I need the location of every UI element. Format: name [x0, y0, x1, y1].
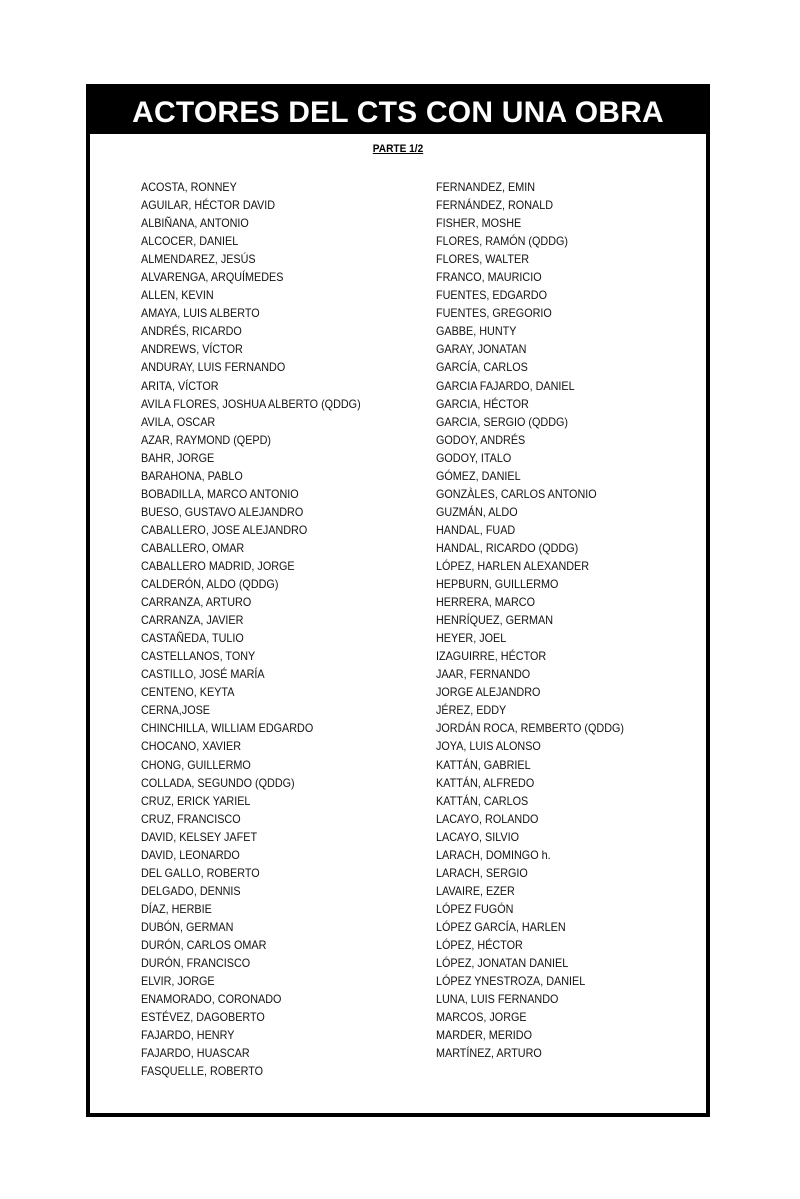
list-item: MARCOS, JORGE [436, 1010, 527, 1025]
list-item: CASTAÑEDA, TULIO [141, 631, 244, 646]
list-item: GARCIA FAJARDO, DANIEL [436, 378, 575, 393]
list-item: LARACH, DOMINGO h. [436, 847, 551, 862]
list-item: CERNA,JOSE [141, 703, 211, 718]
list-item: BARAHONA, PABLO [141, 468, 243, 483]
list-item: DURÓN, CARLOS OMAR [141, 937, 267, 952]
list-item: GUZMÁN, ALDO [436, 504, 518, 519]
list-item: BUESO, GUSTAVO ALEJANDRO [141, 504, 304, 519]
list-item: FUENTES, GREGORIO [436, 306, 552, 321]
list-item: ANDREWS, VÍCTOR [141, 342, 243, 357]
list-item: AVILA, OSCAR [141, 414, 216, 429]
list-item: JORGE ALEJANDRO [436, 685, 541, 700]
list-item: AMAYA, LUIS ALBERTO [141, 306, 260, 321]
list-item: HERRERA, MARCO [436, 595, 536, 610]
list-item: CENTENO, KEYTA [141, 685, 235, 700]
list-item: HANDAL, FUAD [436, 522, 516, 537]
list-item: JORDÁN ROCA, REMBERTO (QDDG) [436, 721, 625, 736]
list-item: CABALLERO MADRID, JORGE [141, 558, 295, 573]
name-list-right [436, 178, 645, 1062]
list-item: HEYER, JOEL [436, 631, 507, 646]
list-item: ELVIR, JORGE [141, 974, 215, 989]
list-item: ESTÉVEZ, DAGOBERTO [141, 1010, 265, 1025]
list-item: MARTÍNEZ, ARTURO [436, 1046, 542, 1061]
list-item: FISHER, MOSHE [436, 216, 522, 231]
list-item: ARITA, VÍCTOR [141, 378, 219, 393]
list-item: DAVID, KELSEY JAFET [141, 829, 258, 844]
list-item: FRANCO, MAURICIO [436, 270, 542, 285]
list-item: FERNÁNDEZ, RONALD [436, 198, 554, 213]
list-item: JAAR, FERNANDO [436, 667, 531, 682]
list-item: ENAMORADO, CORONADO [141, 992, 282, 1007]
list-item: CABALLERO, OMAR [141, 540, 245, 555]
list-item: CARRANZA, ARTURO [141, 595, 252, 610]
list-item: LACAYO, ROLANDO [436, 811, 539, 826]
section-subtitle: PARTE 1/2 [372, 143, 424, 155]
list-item: LÓPEZ FUGÓN [436, 901, 514, 916]
list-item: BAHR, JORGE [141, 450, 215, 465]
list-item: ALBIÑANA, ANTONIO [141, 216, 249, 231]
list-item: CHINCHILLA, WILLIAM EDGARDO [141, 721, 314, 736]
list-item: ANDURAY, LUIS FERNANDO [141, 360, 286, 375]
list-item: ALMENDAREZ, JESÚS [141, 252, 256, 267]
list-item: HENRÍQUEZ, GERMAN [436, 613, 554, 628]
list-item: AVILA FLORES, JOSHUA ALBERTO (QDDG) [141, 396, 361, 411]
list-item: JOYA, LUIS ALONSO [436, 739, 541, 754]
list-item: GARAY, JONATAN [436, 342, 527, 357]
list-item: CRUZ, FRANCISCO [141, 811, 241, 826]
page-title: ACTORES DEL CTS CON UNA OBRA [90, 88, 706, 134]
name-list-left [141, 178, 385, 1080]
list-item: BOBADILLA, MARCO ANTONIO [141, 486, 299, 501]
list-item: ALVARENGA, ARQUÍMEDES [141, 270, 284, 285]
list-item: FLORES, WALTER [436, 252, 530, 267]
list-item: ALCOCER, DANIEL [141, 234, 239, 249]
list-item: CHOCANO, XAVIER [141, 739, 242, 754]
list-item: FERNANDEZ, EMIN [436, 180, 536, 194]
list-item: LACAYO, SILVIO [436, 829, 520, 844]
list-item: LÓPEZ, HÉCTOR [436, 937, 523, 952]
list-item: MARDER, MERIDO [436, 1028, 533, 1043]
list-item: CARRANZA, JAVIER [141, 613, 244, 628]
list-item: FAJARDO, HUASCAR [141, 1046, 250, 1061]
list-item: DUBÓN, GERMAN [141, 919, 234, 934]
list-item: GODOY, ANDRÉS [436, 432, 526, 447]
list-item: FLORES, RAMÓN (QDDG) [436, 234, 569, 249]
list-item: DAVID, LEONARDO [141, 847, 240, 862]
list-item: GODOY, ITALO [436, 450, 512, 465]
list-item: GARCÍA, CARLOS [436, 360, 528, 375]
list-item: JÉREZ, EDDY [436, 703, 507, 718]
list-item: LÓPEZ, HARLEN ALEXANDER [436, 558, 590, 573]
list-item: KATTÁN, GABRIEL [436, 757, 531, 772]
list-item: CASTELLANOS, TONY [141, 649, 256, 664]
list-item: KATTÁN, ALFREDO [436, 775, 535, 790]
list-item: FUENTES, EDGARDO [436, 288, 548, 303]
list-item: CABALLERO, JOSE ALEJANDRO [141, 522, 308, 537]
list-item: ALLEN, KEVIN [141, 288, 214, 303]
list-item: LARACH, SERGIO [436, 865, 528, 880]
list-item: FAJARDO, HENRY [141, 1028, 235, 1043]
list-item: DEL GALLO, ROBERTO [141, 865, 260, 880]
list-item: HEPBURN, GUILLERMO [436, 577, 559, 592]
list-item: ANDRÉS, RICARDO [141, 324, 242, 339]
list-item: HANDAL, RICARDO (QDDG) [436, 540, 579, 555]
list-item: COLLADA, SEGUNDO (QDDG) [141, 775, 295, 790]
list-item: CASTILLO, JOSÉ MARÍA [141, 667, 265, 682]
list-item: CHONG, GUILLERMO [141, 757, 251, 772]
list-item: GARCIA, HÉCTOR [436, 396, 529, 411]
list-item: FASQUELLE, ROBERTO [141, 1064, 264, 1079]
list-item: GONZÀLES, CARLOS ANTONIO [436, 486, 597, 501]
list-item: LÓPEZ GARCÍA, HARLEN [436, 919, 566, 934]
list-item: LUNA, LUIS FERNANDO [436, 992, 559, 1007]
list-item: CRUZ, ERICK YARIEL [141, 793, 251, 808]
list-item: AGUILAR, HÉCTOR DAVID [141, 198, 276, 213]
list-item: GÓMEZ, DANIEL [436, 468, 521, 483]
list-item: GABBE, HUNTY [436, 324, 517, 339]
list-item: LÓPEZ YNESTROZA, DANIEL [436, 974, 586, 989]
list-item: GARCIA, SERGIO (QDDG) [436, 414, 569, 429]
list-item: CALDERÓN, ALDO (QDDG) [141, 577, 279, 592]
list-item: ACOSTA, RONNEY [141, 180, 237, 194]
list-item: DELGADO, DENNIS [141, 883, 241, 898]
list-item: LAVAIRE, EZER [436, 883, 515, 898]
list-item: KATTÁN, CARLOS [436, 793, 529, 808]
list-item: DÍAZ, HERBIE [141, 901, 212, 916]
list-item: AZAR, RAYMOND (QEPD) [141, 432, 272, 447]
page-frame [86, 84, 710, 1117]
list-item: IZAGUIRRE, HÉCTOR [436, 649, 547, 664]
list-item: LÓPEZ, JONATAN DANIEL [436, 956, 569, 971]
list-item: DURÓN, FRANCISCO [141, 956, 251, 971]
